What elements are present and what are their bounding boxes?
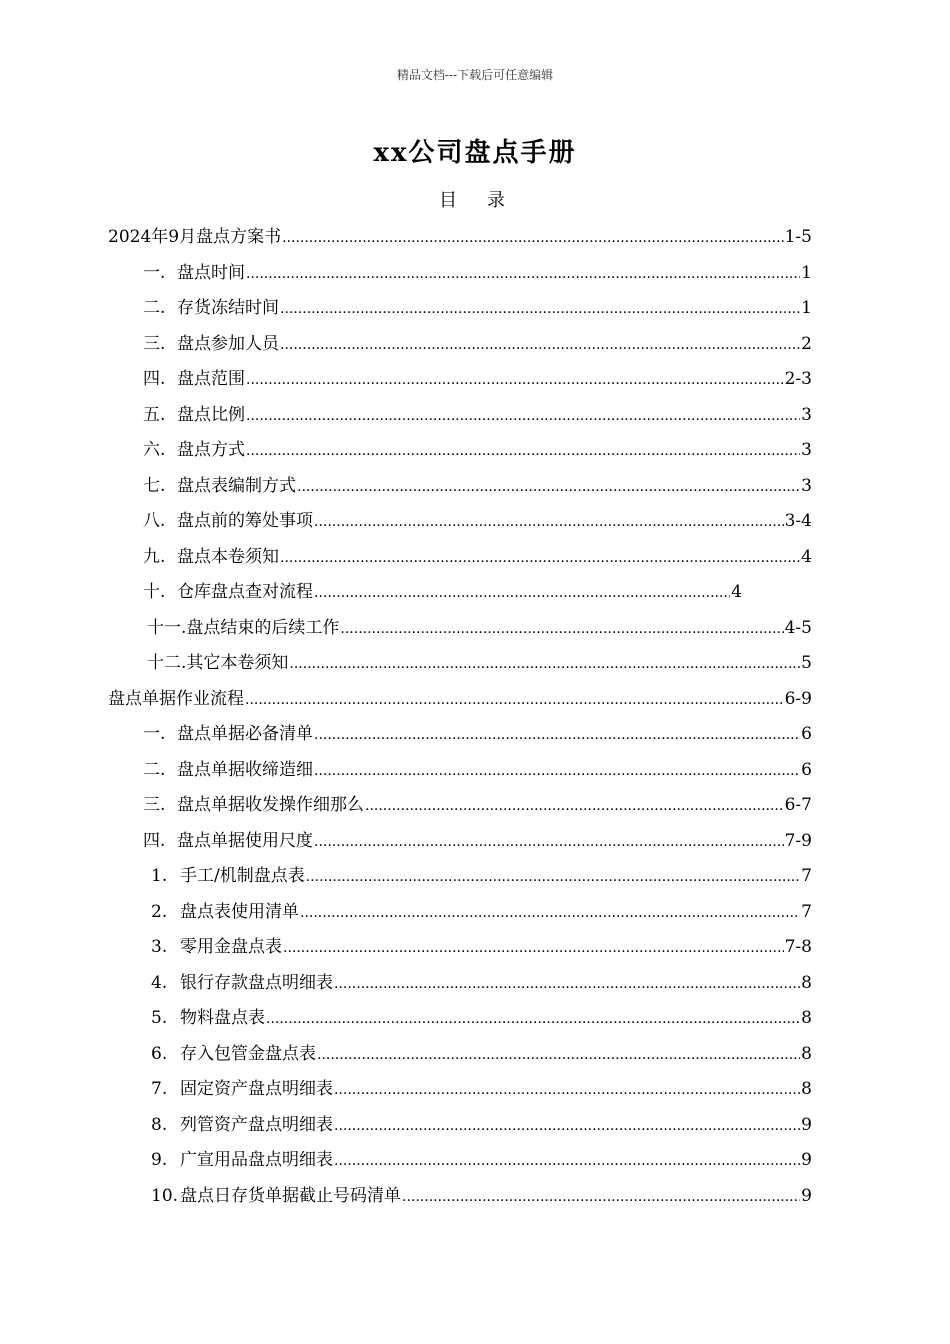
toc-entry[interactable]	[143, 755, 812, 785]
toc-entry-number: 二.	[143, 759, 166, 780]
toc-entry[interactable]	[108, 684, 812, 714]
toc-entry-number: 10.	[151, 1185, 179, 1206]
toc-entry[interactable]	[151, 968, 812, 998]
toc-leader-dots	[314, 578, 730, 608]
toc-leader-dots	[300, 898, 800, 928]
header-note: 精品文档---下载后可任意编辑	[396, 68, 554, 82]
toc-entry-number: 一.	[143, 262, 166, 283]
toc-entry-page: 2	[801, 333, 812, 354]
toc-entry-page: 8	[801, 1043, 812, 1064]
toc-entry-number: 5.	[151, 1008, 168, 1028]
toc-entry-label: 盘点比例	[177, 404, 245, 425]
toc-leader-dots	[289, 649, 800, 679]
toc-entry[interactable]	[143, 364, 812, 394]
toc-entry-number: 九.	[143, 546, 166, 567]
toc-entry-page: 7	[801, 901, 812, 922]
toc-entry-label: 存入包管金盘点表	[180, 1043, 316, 1064]
toc-entry-page: 7-9	[784, 830, 812, 851]
toc-leader-dots	[266, 1004, 800, 1034]
toc-entry-label: 盘点单据必备清单	[177, 724, 313, 744]
toc-entry-label: 盘点结束的后续工作	[186, 617, 340, 638]
toc-leader-dots	[306, 862, 800, 892]
toc-entry-number: 4.	[151, 972, 168, 993]
toc-entry-label: 盘点单据使用尺度	[177, 830, 313, 851]
toc-entry-label: 盘点方式	[177, 440, 245, 460]
toc-leader-dots	[246, 365, 784, 395]
toc-entry-number: 三.	[143, 333, 166, 354]
toc-entry-label: 仓库盘点查对流程	[177, 582, 313, 602]
toc-entry-label: 盘点单据作业流程	[108, 688, 244, 709]
toc-entry[interactable]	[151, 1003, 812, 1033]
toc-entry[interactable]	[151, 1110, 812, 1140]
toc-entry[interactable]	[143, 400, 812, 430]
toc-entry-page: 1	[801, 298, 812, 318]
toc-entry-number: 七.	[143, 475, 166, 496]
toc-leader-dots	[283, 933, 784, 963]
toc-entry-number: 八.	[143, 511, 166, 531]
toc-entry[interactable]	[151, 861, 812, 891]
toc-entry[interactable]	[151, 1039, 812, 1069]
toc-entry-label: 列管资产盘点明细表	[180, 1114, 333, 1135]
toc-leader-dots	[282, 223, 784, 253]
toc-entry-label: 盘点前的筹处事项	[177, 511, 313, 531]
toc-leader-dots	[314, 720, 800, 750]
toc-entry-page: 8	[801, 1079, 812, 1099]
toc-leader-dots	[334, 1075, 800, 1105]
toc-entry-label: 盘点表编制方式	[177, 475, 296, 496]
toc-entry[interactable]	[143, 435, 812, 465]
toc-entry-number: 四.	[143, 369, 166, 389]
toc-entry[interactable]	[143, 542, 812, 572]
toc-entry-page: 7-8	[784, 937, 812, 957]
toc-leader-dots	[245, 685, 784, 715]
toc-leader-dots	[246, 401, 800, 431]
toc-entry-number: 四.	[143, 830, 166, 851]
toc-entry-page: 1	[801, 262, 812, 283]
toc-leader-dots	[402, 1182, 800, 1212]
toc-leader-dots	[314, 827, 784, 857]
toc-entry-label: 盘点参加人员	[177, 333, 279, 354]
toc-entry-label: 存货冻结时间	[177, 298, 279, 318]
toc-leader-dots	[280, 330, 800, 360]
toc-entry-label: 盘点单据收发操作细那么	[177, 795, 364, 815]
toc-entry-label: 手工/机制盘点表	[180, 866, 305, 886]
toc-entry-label: 固定资产盘点明细表	[180, 1079, 333, 1099]
toc-entry[interactable]	[143, 506, 812, 536]
toc-entry[interactable]	[151, 1074, 812, 1104]
toc-entry-page: 4	[801, 546, 812, 567]
toc-entry[interactable]	[143, 719, 812, 749]
toc-leader-dots	[340, 614, 783, 644]
toc-entry-number: 6.	[151, 1043, 168, 1064]
toc-entry-number: 十一.	[147, 617, 187, 638]
toc-entry-number: 十.	[143, 582, 166, 602]
toc-heading: 目 录	[439, 190, 511, 211]
toc-entry-page: 9	[801, 1150, 812, 1170]
toc-entry-page: 5	[801, 653, 812, 673]
toc-entry-page: 3	[801, 440, 812, 460]
toc-entry-label: 盘点表使用清单	[180, 901, 299, 922]
toc-entry-number: 五.	[143, 404, 166, 425]
toc-entry-page: 3	[801, 475, 812, 496]
toc-entry-label: 盘点日存货单据截止号码清单	[180, 1185, 401, 1206]
toc-entry-label: 盘点本卷须知	[177, 546, 279, 567]
toc-leader-dots	[246, 259, 800, 289]
toc-leader-dots	[314, 507, 784, 537]
toc-entry-page: 8	[801, 1008, 812, 1028]
toc-entry-number: 9.	[151, 1150, 168, 1170]
toc-entry-label: 物料盘点表	[180, 1008, 265, 1028]
toc-entry-label: 零用金盘点表	[180, 937, 282, 957]
toc-leader-dots	[246, 436, 800, 466]
toc-entry[interactable]	[143, 293, 812, 323]
toc-leader-dots	[334, 969, 800, 999]
toc-entry[interactable]	[147, 648, 812, 678]
toc-entry-page: 9	[801, 1185, 812, 1206]
toc-leader-dots	[334, 1111, 800, 1141]
toc-entry-label: 银行存款盘点明细表	[180, 972, 333, 993]
toc-entry[interactable]	[143, 577, 742, 607]
toc-entry-number: 六.	[143, 440, 166, 460]
toc-entry-page: 9	[801, 1114, 812, 1135]
toc-entry-number: 二.	[143, 298, 166, 318]
toc-entry-label: 盘点时间	[177, 262, 245, 283]
toc-leader-dots	[334, 1146, 800, 1176]
toc-entry-page: 7	[801, 866, 812, 886]
toc-entry[interactable]	[108, 222, 812, 252]
toc-entry-page: 6	[801, 724, 812, 744]
toc-entry[interactable]	[143, 826, 812, 856]
toc-entry-page: 1-5	[784, 227, 812, 247]
toc-entry-number: 2.	[151, 901, 168, 922]
toc-entry-page: 2-3	[784, 369, 812, 389]
toc-entry[interactable]	[147, 613, 812, 643]
toc-entry[interactable]	[151, 1181, 812, 1211]
toc-entry-label: 盘点单据收缔造细	[177, 759, 313, 780]
toc-entry-number: 7.	[151, 1079, 168, 1099]
toc-entry-number: 1.	[151, 866, 168, 886]
toc-entry[interactable]	[151, 932, 812, 962]
toc-leader-dots	[365, 791, 784, 821]
toc-leader-dots	[280, 543, 800, 573]
toc-entry[interactable]	[143, 471, 812, 501]
toc-entry-page: 4-5	[784, 617, 812, 638]
toc-leader-dots	[280, 294, 800, 324]
toc-entry-number: 3.	[151, 937, 168, 957]
toc-entry-page: 8	[801, 972, 812, 993]
toc-entry-page: 6	[801, 759, 812, 780]
document-title: xx公司盘点手册	[373, 138, 577, 168]
toc-entry-page: 3	[801, 404, 812, 425]
toc-entry[interactable]	[143, 790, 812, 820]
toc-entry-label: 盘点范围	[177, 369, 245, 389]
toc-entry[interactable]	[151, 897, 812, 927]
toc-entry-page: 6-9	[784, 688, 812, 709]
toc-leader-dots	[297, 472, 800, 502]
toc-leader-dots	[314, 756, 800, 786]
toc-entry-number: 十二.	[147, 653, 187, 673]
toc-entry-number: 三.	[143, 795, 166, 815]
toc-entry[interactable]	[143, 329, 812, 359]
toc-entry-number: 8.	[151, 1114, 168, 1135]
toc-entry-page: 4	[731, 582, 742, 602]
toc-entry-label: 2024年9月盘点方案书	[108, 227, 282, 247]
toc-entry-page: 6-7	[784, 795, 812, 815]
toc-entry-number: 一.	[143, 724, 166, 744]
toc-entry-label: 广宣用品盘点明细表	[180, 1150, 333, 1170]
toc-entry-page: 3-4	[784, 511, 812, 531]
toc-entry-label: 其它本卷须知	[186, 653, 289, 673]
toc-entry[interactable]	[151, 1145, 812, 1175]
toc-entry[interactable]	[143, 258, 812, 288]
toc-leader-dots	[317, 1040, 800, 1070]
